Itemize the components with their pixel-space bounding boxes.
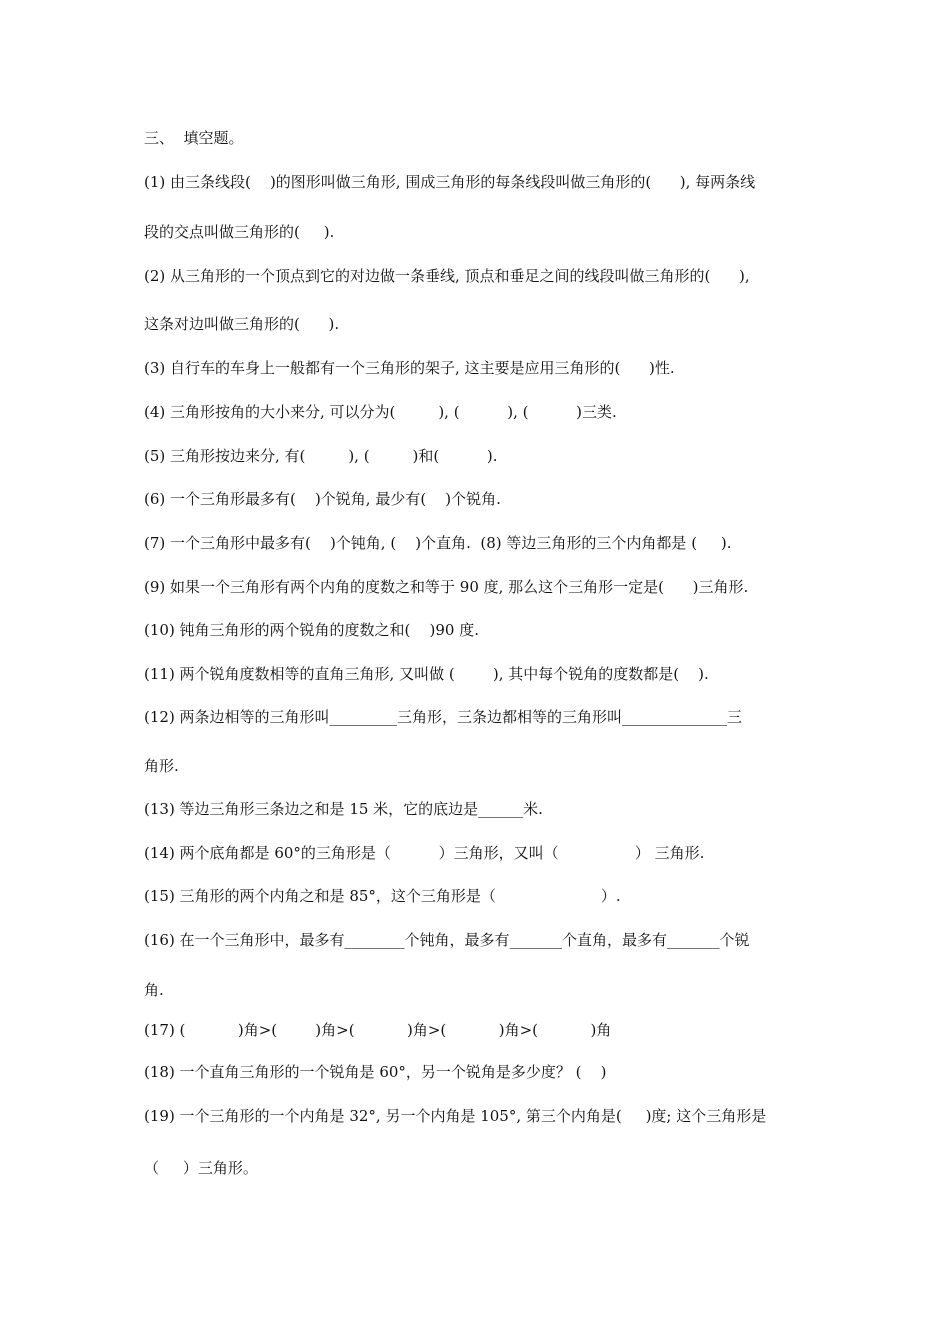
question-12-line-2: 角形. — [144, 757, 179, 775]
question-2-line-1: (2) 从三角形的一个顶点到它的对边做一条垂线, 顶点和垂足之间的线段叫做三角形的( ), — [144, 267, 750, 285]
question-5: (5) 三角形按边来分, 有( ), ( )和( ). — [144, 447, 498, 465]
question-1-line-1: (1) 由三条线段( )的图形叫做三角形, 围成三角形的每条线段叫做三角形的( ), 每两条线 — [144, 173, 756, 191]
question-4: (4) 三角形按角的大小来分, 可以分为( ), ( ), ( )三类. — [144, 403, 617, 421]
question-11: (11) 两个锐角度数相等的直角三角形, 又叫做 ( ), 其中每个锐角的度数都是( ). — [144, 665, 709, 683]
question-17: (17) ( )角>( )角>( )角>( )角>( )角 — [144, 1021, 612, 1039]
question-2-line-2: 这条对边叫做三角形的( ). — [144, 315, 340, 333]
question-9: (9) 如果一个三角形有两个内角的度数之和等于 90 度, 那么这个三角形一定是( )三角形. — [144, 578, 749, 596]
question-7-8: (7) 一个三角形中最多有( )个钝角, ( )个直角. (8) 等边三角形的三个内角都是 ( ). — [144, 534, 732, 552]
question-16-line-1: (16) 在一个三角形中，最多有________个钝角，最多有_______个直角，最多有_______个锐 — [144, 931, 750, 949]
question-18: (18) 一个直角三角形的一个锐角是 60°，另一个锐角是多少度？ ( ) — [144, 1063, 607, 1081]
question-12-line-1: (12) 两条边相等的三角形叫_________三角形，三条边都相等的三角形叫______________三 — [144, 708, 743, 726]
question-3: (3) 自行车的车身上一般都有一个三角形的架子, 这主要是应用三角形的( )性. — [144, 359, 675, 377]
question-10: (10) 钝角三角形的两个锐角的度数之和( )90 度. — [144, 621, 479, 639]
section-heading: 三、 填空题。 — [144, 129, 244, 147]
question-16-line-2: 角. — [144, 981, 164, 999]
question-19-line-1: (19) 一个三角形的一个内角是 32°, 另一个内角是 105°, 第三个内角是( )度; 这个三角形是 — [144, 1107, 767, 1125]
question-15: (15) 三角形的两个内角之和是 85°，这个三角形是（ ）. — [144, 887, 621, 905]
question-14: (14) 两个底角都是 60°的三角形是（ ）三角形，又叫（ ） 三角形. — [144, 844, 705, 862]
question-6: (6) 一个三角形最多有( )个锐角, 最少有( )个锐角. — [144, 490, 501, 508]
question-19-line-2: （ ）三角形。 — [144, 1159, 258, 1177]
question-1-line-2: 段的交点叫做三角形的( ). — [144, 223, 335, 241]
question-13: (13) 等边三角形三条边之和是 15 米，它的底边是______米. — [144, 800, 543, 818]
